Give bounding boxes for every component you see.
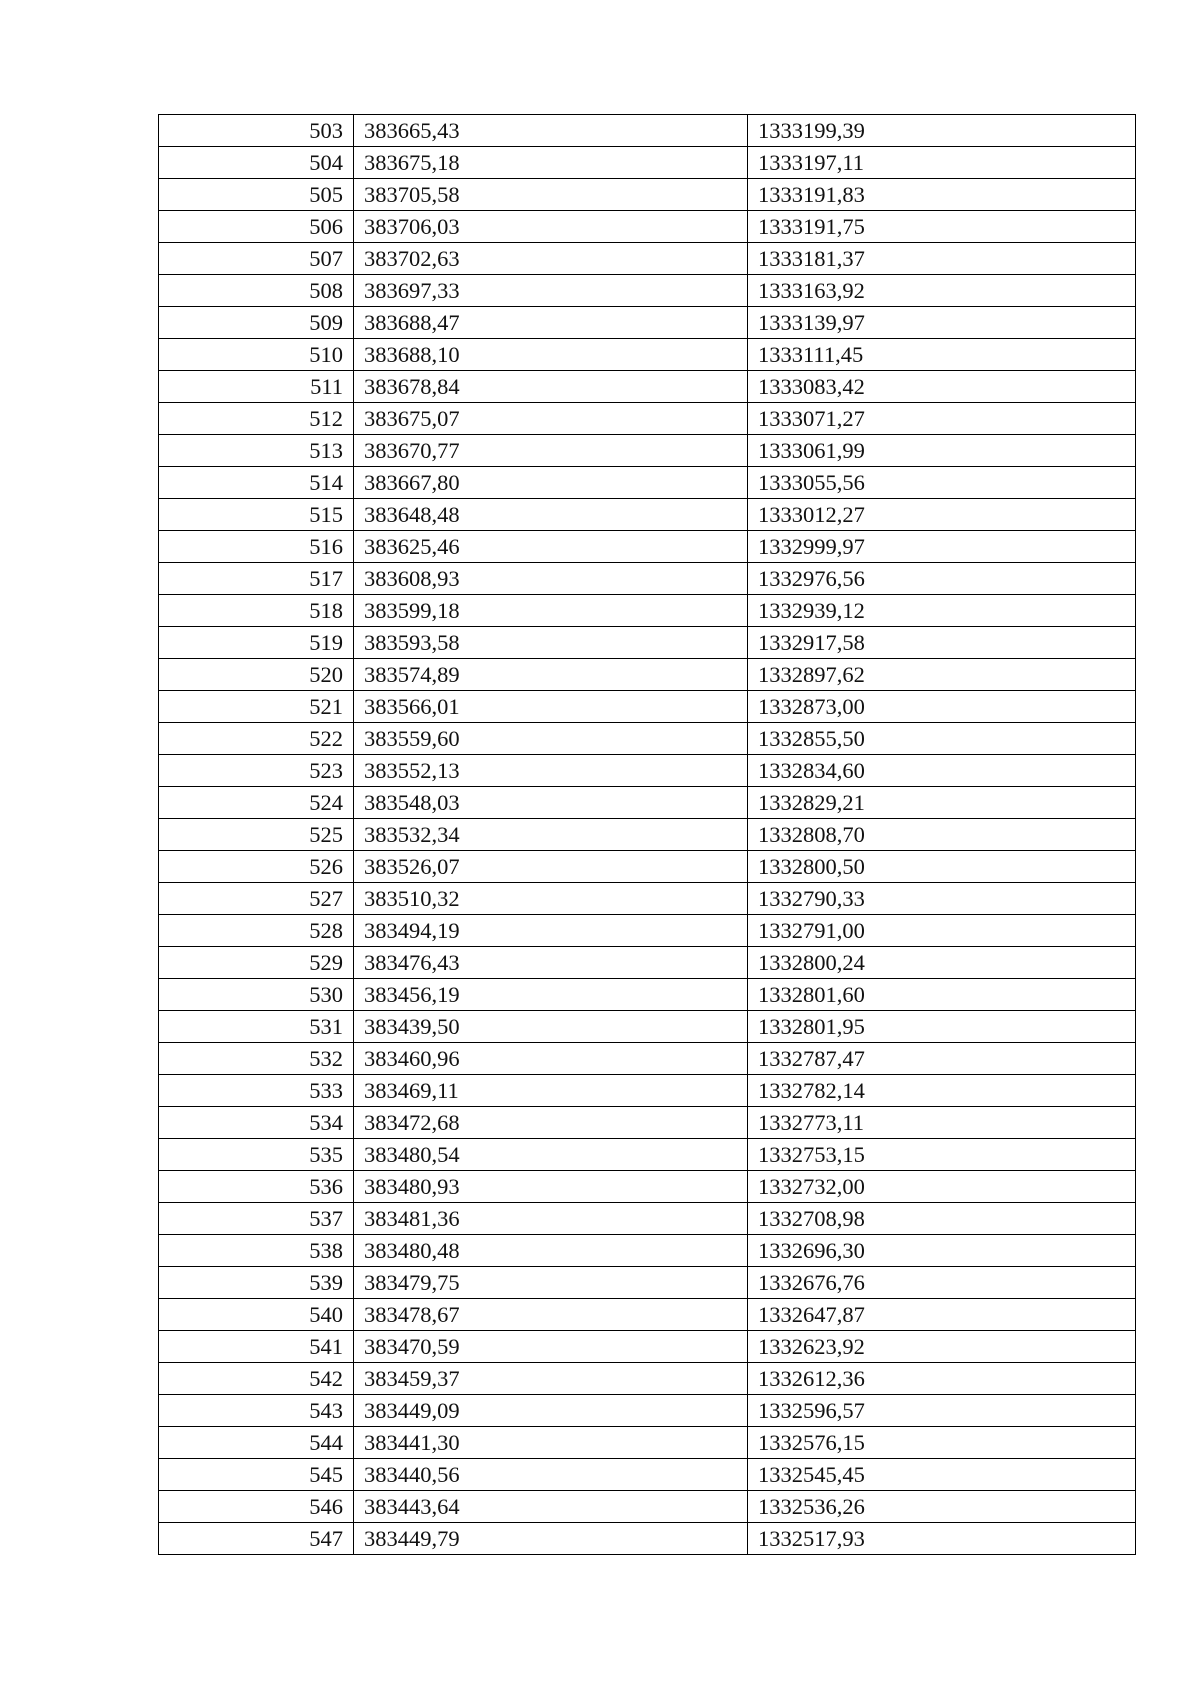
x-coordinate-cell: 383449,09 (354, 1395, 748, 1427)
y-coordinate-cell: 1333083,42 (748, 371, 1136, 403)
table-row (159, 979, 1136, 1011)
y-coordinate-cell: 1332790,33 (748, 883, 1136, 915)
y-coordinate-cell: 1332676,76 (748, 1267, 1136, 1299)
point-number-cell: 542 (159, 1363, 354, 1395)
table-row (159, 947, 1136, 979)
table-row (159, 1427, 1136, 1459)
y-coordinate-cell: 1332782,14 (748, 1075, 1136, 1107)
x-coordinate-cell: 383480,54 (354, 1139, 748, 1171)
x-coordinate-cell: 383675,07 (354, 403, 748, 435)
y-coordinate-cell: 1332647,87 (748, 1299, 1136, 1331)
table-row (159, 339, 1136, 371)
table-row (159, 275, 1136, 307)
point-number-cell: 539 (159, 1267, 354, 1299)
x-coordinate-cell: 383697,33 (354, 275, 748, 307)
point-number-cell: 517 (159, 563, 354, 595)
y-coordinate-cell: 1332791,00 (748, 915, 1136, 947)
x-coordinate-cell: 383472,68 (354, 1107, 748, 1139)
y-coordinate-cell: 1333181,37 (748, 243, 1136, 275)
table-row (159, 467, 1136, 499)
x-coordinate-cell: 383665,43 (354, 115, 748, 147)
x-coordinate-cell: 383456,19 (354, 979, 748, 1011)
x-coordinate-cell: 383469,11 (354, 1075, 748, 1107)
point-number-cell: 541 (159, 1331, 354, 1363)
point-number-cell: 511 (159, 371, 354, 403)
point-number-cell: 531 (159, 1011, 354, 1043)
point-number-cell: 516 (159, 531, 354, 563)
y-coordinate-cell: 1332696,30 (748, 1235, 1136, 1267)
y-coordinate-cell: 1332623,92 (748, 1331, 1136, 1363)
x-coordinate-cell: 383593,58 (354, 627, 748, 659)
x-coordinate-cell: 383480,93 (354, 1171, 748, 1203)
table-row (159, 659, 1136, 691)
table-row (159, 1043, 1136, 1075)
coordinates-table-body (159, 115, 1136, 1555)
table-row (159, 531, 1136, 563)
y-coordinate-cell: 1332800,50 (748, 851, 1136, 883)
y-coordinate-cell: 1333139,97 (748, 307, 1136, 339)
point-number-cell: 506 (159, 211, 354, 243)
point-number-cell: 544 (159, 1427, 354, 1459)
y-coordinate-cell: 1332917,58 (748, 627, 1136, 659)
point-number-cell: 523 (159, 755, 354, 787)
y-coordinate-cell: 1332939,12 (748, 595, 1136, 627)
coordinates-table (158, 114, 1136, 1555)
point-number-cell: 527 (159, 883, 354, 915)
y-coordinate-cell: 1332773,11 (748, 1107, 1136, 1139)
y-coordinate-cell: 1332873,00 (748, 691, 1136, 723)
point-number-cell: 504 (159, 147, 354, 179)
x-coordinate-cell: 383479,75 (354, 1267, 748, 1299)
y-coordinate-cell: 1332800,24 (748, 947, 1136, 979)
table-row (159, 883, 1136, 915)
table-row (159, 691, 1136, 723)
point-number-cell: 538 (159, 1235, 354, 1267)
y-coordinate-cell: 1332612,36 (748, 1363, 1136, 1395)
table-row (159, 115, 1136, 147)
y-coordinate-cell: 1332753,15 (748, 1139, 1136, 1171)
point-number-cell: 545 (159, 1459, 354, 1491)
table-row (159, 1203, 1136, 1235)
x-coordinate-cell: 383460,96 (354, 1043, 748, 1075)
x-coordinate-cell: 383441,30 (354, 1427, 748, 1459)
x-coordinate-cell: 383443,64 (354, 1491, 748, 1523)
point-number-cell: 546 (159, 1491, 354, 1523)
point-number-cell: 514 (159, 467, 354, 499)
y-coordinate-cell: 1332801,95 (748, 1011, 1136, 1043)
point-number-cell: 503 (159, 115, 354, 147)
point-number-cell: 505 (159, 179, 354, 211)
y-coordinate-cell: 1332801,60 (748, 979, 1136, 1011)
table-row (159, 499, 1136, 531)
y-coordinate-cell: 1333061,99 (748, 435, 1136, 467)
x-coordinate-cell: 383552,13 (354, 755, 748, 787)
table-row (159, 851, 1136, 883)
table-row (159, 371, 1136, 403)
table-row (159, 1363, 1136, 1395)
y-coordinate-cell: 1333163,92 (748, 275, 1136, 307)
x-coordinate-cell: 383478,67 (354, 1299, 748, 1331)
point-number-cell: 533 (159, 1075, 354, 1107)
table-row (159, 723, 1136, 755)
table-row (159, 1107, 1136, 1139)
y-coordinate-cell: 1333191,75 (748, 211, 1136, 243)
point-number-cell: 509 (159, 307, 354, 339)
table-row (159, 1523, 1136, 1555)
table-row (159, 819, 1136, 851)
point-number-cell: 521 (159, 691, 354, 723)
x-coordinate-cell: 383688,10 (354, 339, 748, 371)
x-coordinate-cell: 383702,63 (354, 243, 748, 275)
y-coordinate-cell: 1333197,11 (748, 147, 1136, 179)
point-number-cell: 513 (159, 435, 354, 467)
y-coordinate-cell: 1332976,56 (748, 563, 1136, 595)
table-row (159, 403, 1136, 435)
y-coordinate-cell: 1332834,60 (748, 755, 1136, 787)
table-row (159, 1331, 1136, 1363)
y-coordinate-cell: 1333199,39 (748, 115, 1136, 147)
table-row (159, 435, 1136, 467)
x-coordinate-cell: 383574,89 (354, 659, 748, 691)
point-number-cell: 535 (159, 1139, 354, 1171)
y-coordinate-cell: 1332708,98 (748, 1203, 1136, 1235)
x-coordinate-cell: 383459,37 (354, 1363, 748, 1395)
point-number-cell: 528 (159, 915, 354, 947)
table-row (159, 307, 1136, 339)
y-coordinate-cell: 1333012,27 (748, 499, 1136, 531)
x-coordinate-cell: 383526,07 (354, 851, 748, 883)
point-number-cell: 515 (159, 499, 354, 531)
x-coordinate-cell: 383439,50 (354, 1011, 748, 1043)
x-coordinate-cell: 383608,93 (354, 563, 748, 595)
point-number-cell: 534 (159, 1107, 354, 1139)
y-coordinate-cell: 1333071,27 (748, 403, 1136, 435)
y-coordinate-cell: 1332517,93 (748, 1523, 1136, 1555)
x-coordinate-cell: 383476,43 (354, 947, 748, 979)
x-coordinate-cell: 383440,56 (354, 1459, 748, 1491)
table-row (159, 627, 1136, 659)
point-number-cell: 537 (159, 1203, 354, 1235)
x-coordinate-cell: 383670,77 (354, 435, 748, 467)
x-coordinate-cell: 383675,18 (354, 147, 748, 179)
y-coordinate-cell: 1332536,26 (748, 1491, 1136, 1523)
y-coordinate-cell: 1332787,47 (748, 1043, 1136, 1075)
point-number-cell: 529 (159, 947, 354, 979)
table-row (159, 1395, 1136, 1427)
table-row (159, 1171, 1136, 1203)
x-coordinate-cell: 383688,47 (354, 307, 748, 339)
point-number-cell: 536 (159, 1171, 354, 1203)
x-coordinate-cell: 383480,48 (354, 1235, 748, 1267)
point-number-cell: 512 (159, 403, 354, 435)
y-coordinate-cell: 1333191,83 (748, 179, 1136, 211)
table-row (159, 1139, 1136, 1171)
x-coordinate-cell: 383648,48 (354, 499, 748, 531)
point-number-cell: 507 (159, 243, 354, 275)
y-coordinate-cell: 1332897,62 (748, 659, 1136, 691)
table-row (159, 595, 1136, 627)
y-coordinate-cell: 1332576,15 (748, 1427, 1136, 1459)
x-coordinate-cell: 383706,03 (354, 211, 748, 243)
table-row (159, 1075, 1136, 1107)
table-row (159, 755, 1136, 787)
point-number-cell: 543 (159, 1395, 354, 1427)
table-row (159, 1491, 1136, 1523)
y-coordinate-cell: 1332732,00 (748, 1171, 1136, 1203)
table-row (159, 1459, 1136, 1491)
table-row (159, 1011, 1136, 1043)
y-coordinate-cell: 1332829,21 (748, 787, 1136, 819)
x-coordinate-cell: 383566,01 (354, 691, 748, 723)
table-row (159, 1235, 1136, 1267)
x-coordinate-cell: 383705,58 (354, 179, 748, 211)
point-number-cell: 524 (159, 787, 354, 819)
point-number-cell: 532 (159, 1043, 354, 1075)
point-number-cell: 508 (159, 275, 354, 307)
table-row (159, 915, 1136, 947)
x-coordinate-cell: 383599,18 (354, 595, 748, 627)
y-coordinate-cell: 1332808,70 (748, 819, 1136, 851)
table-row (159, 563, 1136, 595)
x-coordinate-cell: 383470,59 (354, 1331, 748, 1363)
point-number-cell: 518 (159, 595, 354, 627)
x-coordinate-cell: 383481,36 (354, 1203, 748, 1235)
x-coordinate-cell: 383494,19 (354, 915, 748, 947)
table-row (159, 147, 1136, 179)
x-coordinate-cell: 383532,34 (354, 819, 748, 851)
point-number-cell: 520 (159, 659, 354, 691)
table-row (159, 179, 1136, 211)
x-coordinate-cell: 383625,46 (354, 531, 748, 563)
x-coordinate-cell: 383548,03 (354, 787, 748, 819)
y-coordinate-cell: 1332855,50 (748, 723, 1136, 755)
y-coordinate-cell: 1332596,57 (748, 1395, 1136, 1427)
point-number-cell: 519 (159, 627, 354, 659)
point-number-cell: 540 (159, 1299, 354, 1331)
table-row (159, 211, 1136, 243)
y-coordinate-cell: 1333055,56 (748, 467, 1136, 499)
x-coordinate-cell: 383510,32 (354, 883, 748, 915)
y-coordinate-cell: 1332999,97 (748, 531, 1136, 563)
point-number-cell: 547 (159, 1523, 354, 1555)
point-number-cell: 530 (159, 979, 354, 1011)
y-coordinate-cell: 1332545,45 (748, 1459, 1136, 1491)
x-coordinate-cell: 383678,84 (354, 371, 748, 403)
point-number-cell: 510 (159, 339, 354, 371)
point-number-cell: 522 (159, 723, 354, 755)
table-row (159, 1267, 1136, 1299)
table-row (159, 243, 1136, 275)
table-row (159, 787, 1136, 819)
point-number-cell: 526 (159, 851, 354, 883)
x-coordinate-cell: 383667,80 (354, 467, 748, 499)
y-coordinate-cell: 1333111,45 (748, 339, 1136, 371)
point-number-cell: 525 (159, 819, 354, 851)
table-row (159, 1299, 1136, 1331)
x-coordinate-cell: 383559,60 (354, 723, 748, 755)
x-coordinate-cell: 383449,79 (354, 1523, 748, 1555)
